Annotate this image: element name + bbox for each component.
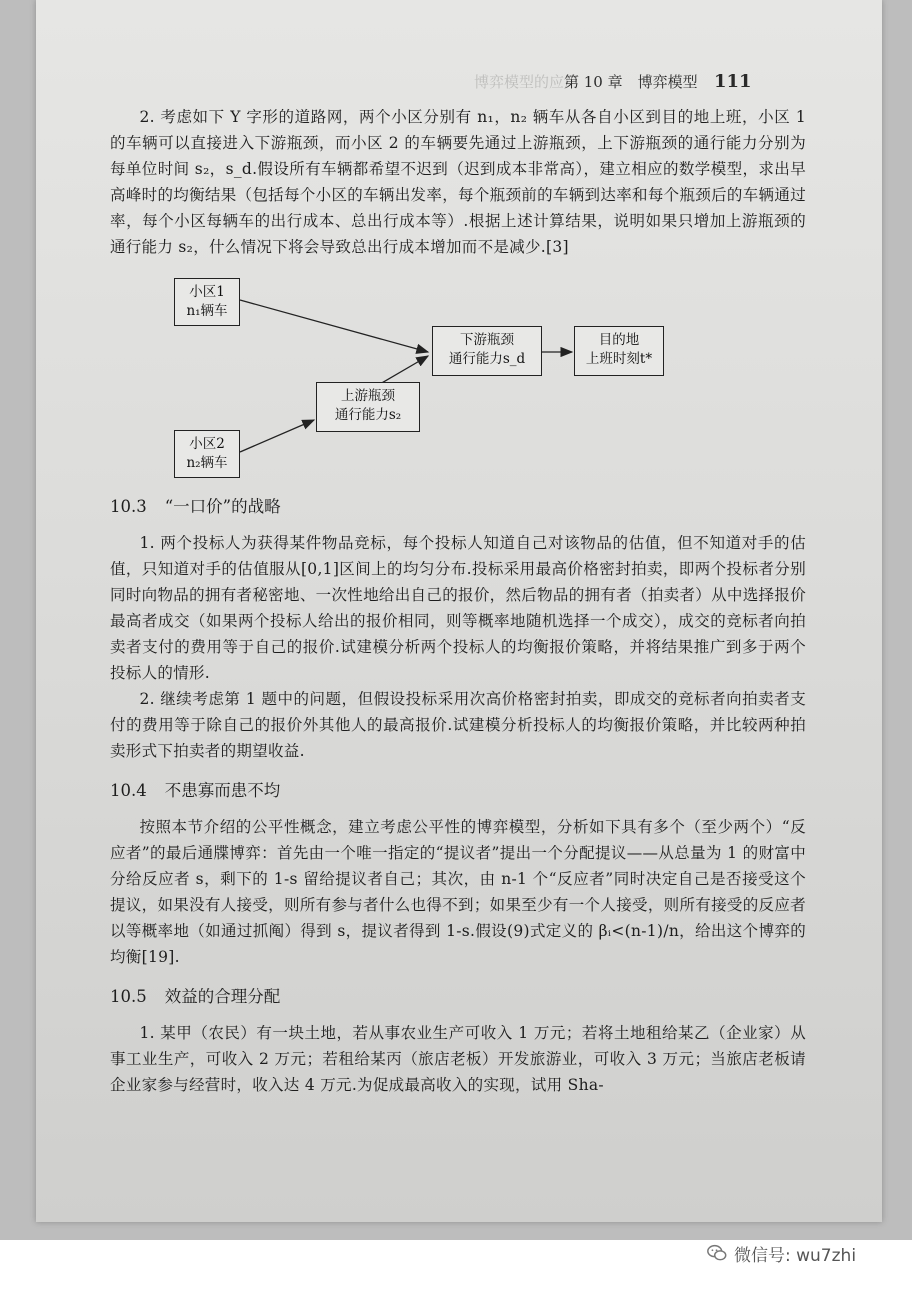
section-10-5-problem-1: 1. 某甲（农民）有一块土地，若从事农业生产可收入 1 万元；若将土地租给某乙（企业家）从事工业生产，可收入 2 万元；若租给某丙（旅店老板）开发旅游业，可收入 3 万元；当旅店老板请企业家参与经营时，收入达 4 万元.为促成最高收入的实现，试用 Sha- bbox=[110, 1024, 806, 1094]
destination-label: 目的地 bbox=[598, 332, 640, 348]
section-number: 10.4 bbox=[110, 781, 147, 800]
downstream-bottleneck-box bbox=[432, 326, 542, 376]
wechat-icon bbox=[706, 1242, 728, 1264]
community2-box bbox=[174, 430, 240, 478]
page-content bbox=[110, 104, 806, 1098]
community2-count: n₂辆车 bbox=[186, 455, 228, 471]
arrow-upstream-to-downstream bbox=[380, 356, 428, 384]
section-title: 不患寡而患不均 bbox=[164, 781, 281, 800]
book-page bbox=[36, 0, 882, 1222]
section-10-3-heading bbox=[110, 494, 806, 520]
destination-box bbox=[574, 326, 664, 376]
section-10-3-problem-2: 2. 继续考虑第 1 题中的问题，但假设投标采用次高价格密封拍卖，即成交的竞标者向拍卖者支付的费用等于除自己的报价外其他人的最高报价.试建模分析投标人的均衡报价策略，并比较两种拍卖形式下拍卖者的期望收益. bbox=[110, 690, 806, 760]
arrow-community2-to-upstream bbox=[240, 420, 314, 452]
upstream-bottleneck-box bbox=[316, 382, 420, 432]
section-number: 10.5 bbox=[110, 987, 147, 1006]
community1-box bbox=[174, 278, 240, 326]
downstream-capacity: 通行能力s_d bbox=[448, 351, 526, 367]
community2-label: 小区2 bbox=[189, 436, 225, 452]
wechat-id: 微信号: wu7zhi bbox=[734, 1245, 857, 1266]
community1-label: 小区1 bbox=[189, 284, 225, 300]
downstream-label: 下游瓶颈 bbox=[460, 332, 514, 348]
page-number: 111 bbox=[714, 71, 752, 92]
community1-count: n₁辆车 bbox=[186, 303, 228, 319]
problem-2-paragraph: 2. 考虑如下 Y 字形的道路网，两个小区分别有 n₁，n₂ 辆车从各自小区到目的地上班，小区 1 的车辆可以直接进入下游瓶颈，而小区 2 的车辆要先通过上游瓶颈，上下游瓶颈的通行能力分别为每单位时间 s₂，s_d.假设所有车辆都希望不迟到（迟到成本非常高），建立相应的数学模型，求出早高峰时的均衡结果（包括每个小区的车辆出发率，每个瓶颈前的车辆到达率和每个瓶颈后的车辆通过率，每个小区每辆车的出行成本、总出行成本等）.根据上述计算结果，说明如果只增加上游瓶颈的通行能力 s₂，什么情况下将会导致总出行成本增加而不是减少.[3] bbox=[110, 108, 806, 256]
faded-header-text: 博弈模型的应用 bbox=[474, 73, 580, 91]
section-10-3-problem-1: 1. 两个投标人为获得某件物品竞标，每个投标人知道自己对该物品的估值，但不知道对手的估值，只知道对手的估值服从[0,1]区间上的均匀分布.投标采用最高价格密封拍卖，即两个投标者分别同时向物品的拥有者秘密地、一次性地给出自己的报价，然后物品的拥有者（拍卖者）从中选择报价最高者成交（如果两个投标人给出的报价相同，则等概率地随机选择一个成交），成交的竞标者向拍卖者支付的费用等于自己的报价.试建模分析两个投标人的均衡报价策略，并将结果推广到多于两个投标人的情形. bbox=[110, 534, 806, 682]
section-10-4-paragraph: 按照本节介绍的公平性概念，建立考虑公平性的博弈模型，分析如下具有多个（至少两个）“反应者”的最后通牒博弈：首先由一个唯一指定的“提议者”提出一个分配提议——从总量为 1 的财富中分给反应者 s，剩下的 1-s 留给提议者自己；其次，由 n-1 个“反应者”同时决定自己是否接受这个提议，如果没有人接受，则所有参与者什么也得不到；如果至少有一个人接受，则所有接受的反应者以等概率地（如通过抓阄）得到 s，提议者得到 1-s.假设(9)式定义的 βᵢ<(n-1)/n，给出这个博弈的均衡[19]. bbox=[110, 818, 806, 966]
chapter-title: 第 10 章 博弈模型 bbox=[564, 73, 698, 91]
upstream-label: 上游瓶颈 bbox=[341, 388, 395, 404]
section-title: 效益的合理分配 bbox=[164, 987, 281, 1006]
wechat-watermark bbox=[706, 1238, 856, 1268]
destination-time: 上班时刻t* bbox=[585, 351, 653, 367]
section-10-4-heading bbox=[110, 778, 806, 804]
running-head bbox=[36, 68, 882, 96]
road-network-diagram bbox=[110, 270, 806, 480]
section-number: 10.3 bbox=[110, 497, 147, 516]
section-title: “一口价”的战略 bbox=[164, 497, 281, 516]
upstream-capacity: 通行能力s₂ bbox=[334, 407, 402, 423]
arrow-community1-to-downstream bbox=[240, 300, 428, 352]
section-10-5-heading bbox=[110, 984, 806, 1010]
